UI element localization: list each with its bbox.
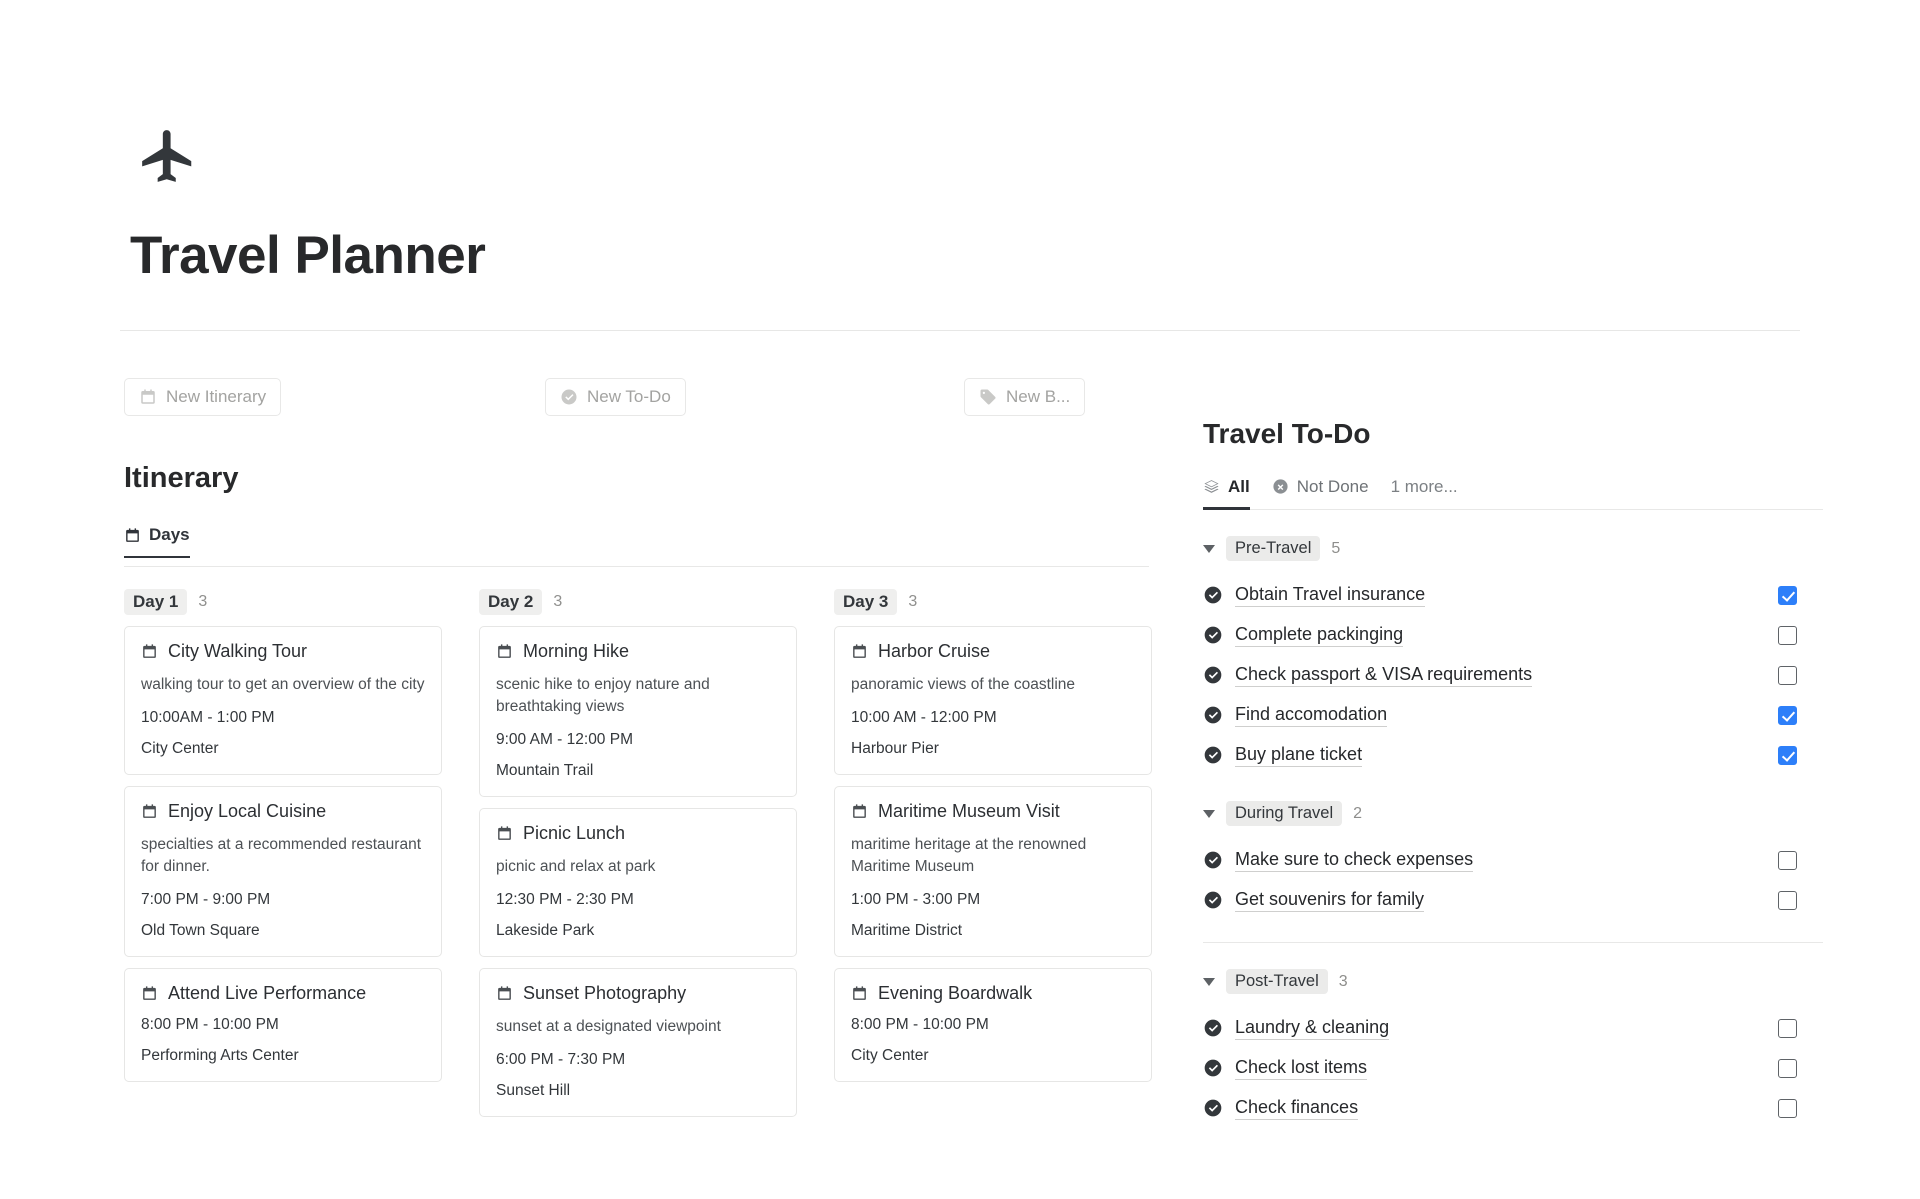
card-title: Harbor Cruise	[878, 641, 991, 661]
calendar-icon	[496, 825, 513, 842]
card-time: 10:00AM - 1:00 PM	[141, 709, 275, 726]
todo-checkbox[interactable]	[1778, 1059, 1797, 1078]
new-budget-label: New B...	[1006, 387, 1071, 406]
todo-group	[1203, 969, 1823, 1128]
card-title-row	[141, 983, 425, 1004]
chevron-down-icon[interactable]	[1203, 810, 1215, 818]
todo-title: Travel To-Do	[1203, 418, 1371, 449]
chevron-down-icon[interactable]	[1203, 545, 1215, 553]
itinerary-card[interactable]	[834, 786, 1152, 957]
check-circle-icon	[1203, 890, 1223, 910]
card-time: 6:00 PM - 7:30 PM	[496, 1051, 626, 1068]
todo-group-count: 2	[1353, 804, 1363, 822]
card-description: picnic and relax at park	[496, 858, 656, 875]
day-name[interactable]: Day 3	[834, 589, 897, 615]
todo-item[interactable]	[1203, 735, 1823, 775]
airplane-icon	[130, 125, 206, 187]
day-column	[479, 589, 834, 1128]
card-location: Mountain Trail	[496, 762, 594, 779]
card-title-row	[851, 801, 1135, 822]
todo-item-label: Get souvenirs for family	[1235, 889, 1424, 912]
card-title-row	[141, 801, 425, 822]
todo-item-label: Complete packinging	[1235, 624, 1403, 647]
card-time: 1:00 PM - 3:00 PM	[851, 891, 981, 908]
check-circle-icon	[1203, 625, 1223, 645]
day-column	[834, 589, 1189, 1128]
todo-checkbox[interactable]	[1778, 666, 1797, 685]
todo-item[interactable]	[1203, 840, 1823, 880]
card-location: City Center	[141, 740, 219, 757]
action-button-row	[124, 378, 1124, 418]
todo-item[interactable]	[1203, 880, 1823, 920]
todo-group-count: 5	[1331, 539, 1341, 557]
todo-checkbox[interactable]	[1778, 706, 1797, 725]
itinerary-card[interactable]	[479, 626, 797, 797]
card-time: 12:30 PM - 2:30 PM	[496, 891, 634, 908]
card-location: Maritime District	[851, 922, 963, 939]
new-todo-label: New To-Do	[587, 387, 671, 406]
new-budget-button[interactable]	[964, 378, 1085, 416]
layers-icon	[1203, 478, 1220, 495]
calendar-icon	[139, 388, 157, 406]
card-time: 8:00 PM - 10:00 PM	[141, 1016, 279, 1033]
itinerary-card[interactable]	[124, 968, 442, 1082]
todo-item-label: Check lost items	[1235, 1057, 1367, 1080]
calendar-icon	[851, 643, 868, 660]
calendar-icon	[851, 985, 868, 1002]
todo-item[interactable]	[1203, 695, 1823, 735]
card-time: 8:00 PM - 10:00 PM	[851, 1016, 989, 1033]
card-title: Morning Hike	[523, 641, 630, 661]
todo-group-divider	[1203, 942, 1823, 943]
todo-item-label: Buy plane ticket	[1235, 744, 1362, 767]
calendar-icon	[141, 985, 158, 1002]
page-header	[0, 0, 1920, 286]
card-title: Evening Boardwalk	[878, 983, 1033, 1003]
itinerary-section	[124, 462, 1149, 1128]
page-title: Travel Planner	[130, 226, 486, 285]
x-circle-icon	[1272, 478, 1289, 495]
filter-not-done[interactable]	[1272, 477, 1369, 497]
card-title-row	[851, 641, 1135, 662]
todo-item-label: Laundry & cleaning	[1235, 1017, 1389, 1040]
itinerary-card[interactable]	[124, 786, 442, 957]
itinerary-tabs	[124, 525, 1149, 567]
itinerary-title: Itinerary	[124, 462, 239, 494]
header-divider	[120, 330, 1800, 331]
card-title: Maritime Museum Visit	[878, 801, 1060, 821]
todo-group-header[interactable]	[1203, 801, 1823, 826]
itinerary-card[interactable]	[834, 968, 1152, 1082]
card-title-row	[851, 983, 1135, 1004]
card-time: 9:00 AM - 12:00 PM	[496, 731, 633, 748]
calendar-icon	[851, 803, 868, 820]
tab-days[interactable]	[124, 525, 190, 558]
day-header	[479, 589, 797, 615]
check-circle-icon	[1203, 1058, 1223, 1078]
card-title: City Walking Tour	[168, 641, 308, 661]
todo-checkbox[interactable]	[1778, 586, 1797, 605]
card-title: Sunset Photography	[523, 983, 687, 1003]
filter-all-label: All	[1228, 476, 1250, 496]
tag-icon	[979, 388, 997, 406]
card-title: Attend Live Performance	[168, 983, 367, 1003]
card-title-row	[141, 641, 425, 662]
card-location: Old Town Square	[141, 922, 260, 939]
check-circle-icon	[1203, 1018, 1223, 1038]
todo-group-name: Post-Travel	[1226, 969, 1328, 994]
itinerary-card[interactable]	[479, 808, 797, 957]
todo-group	[1203, 801, 1823, 943]
todo-checkbox[interactable]	[1778, 1099, 1797, 1118]
day-count: 3	[553, 593, 563, 610]
todo-item-label: Find accomodation	[1235, 704, 1387, 727]
todo-group-name: During Travel	[1226, 801, 1342, 826]
check-circle-icon	[1203, 665, 1223, 685]
new-itinerary-label: New Itinerary	[166, 387, 267, 406]
day-header	[834, 589, 1152, 615]
filter-all[interactable]	[1203, 477, 1250, 497]
new-itinerary-button[interactable]	[124, 378, 281, 416]
todo-item[interactable]	[1203, 1088, 1823, 1128]
todo-checkbox[interactable]	[1778, 626, 1797, 645]
itinerary-card[interactable]	[834, 626, 1152, 775]
card-location: City Center	[851, 1047, 929, 1064]
calendar-icon	[496, 985, 513, 1002]
filter-more-link[interactable]: 1 more...	[1390, 476, 1458, 496]
todo-item-label: Check finances	[1235, 1097, 1358, 1120]
todo-item[interactable]	[1203, 615, 1823, 655]
card-location: Lakeside Park	[496, 922, 595, 939]
card-title: Picnic Lunch	[523, 823, 626, 843]
tab-days-label: Days	[149, 525, 190, 544]
day-name[interactable]: Day 2	[479, 589, 542, 615]
todo-item[interactable]	[1203, 655, 1823, 695]
card-time: 7:00 PM - 9:00 PM	[141, 891, 271, 908]
calendar-icon	[124, 527, 141, 544]
day-count: 3	[908, 593, 918, 610]
todo-group-header[interactable]	[1203, 536, 1823, 561]
todo-item[interactable]	[1203, 575, 1823, 615]
day-name[interactable]: Day 1	[124, 589, 187, 615]
todo-checkbox[interactable]	[1778, 851, 1797, 870]
todo-item[interactable]	[1203, 1008, 1823, 1048]
check-circle-icon	[1203, 850, 1223, 870]
card-location: Harbour Pier	[851, 740, 939, 757]
todo-group	[1203, 536, 1823, 775]
day-columns	[124, 589, 1149, 1128]
check-circle-icon	[1203, 1098, 1223, 1118]
todo-checkbox[interactable]	[1778, 746, 1797, 765]
day-count: 3	[198, 593, 208, 610]
calendar-icon	[141, 803, 158, 820]
card-description: walking tour to get an overview of the city	[141, 676, 425, 693]
todo-filter-row	[1203, 476, 1823, 510]
card-description: panoramic views of the coastline	[851, 676, 1076, 693]
day-column	[124, 589, 479, 1128]
itinerary-card[interactable]	[479, 968, 797, 1117]
travel-todo-section	[1203, 418, 1823, 1128]
filter-not-done-label: Not Done	[1296, 476, 1369, 496]
card-title-row	[496, 983, 780, 1004]
todo-item-label: Obtain Travel insurance	[1235, 584, 1425, 607]
card-description: sunset at a designated viewpoint	[496, 1018, 721, 1035]
card-location: Performing Arts Center	[141, 1047, 299, 1064]
todo-group-name: Pre-Travel	[1226, 536, 1320, 561]
new-todo-button[interactable]	[545, 378, 686, 416]
card-title: Enjoy Local Cuisine	[168, 801, 327, 821]
check-circle-icon	[1203, 745, 1223, 765]
card-description: scenic hike to enjoy nature and breathtaking views	[496, 676, 710, 715]
calendar-icon	[496, 643, 513, 660]
card-title-row	[496, 823, 780, 844]
card-description: specialties at a recommended restaurant for dinner.	[141, 836, 422, 875]
check-circle-icon	[560, 388, 578, 406]
check-circle-icon	[1203, 705, 1223, 725]
card-description: maritime heritage at the renowned Maritime Museum	[851, 836, 1087, 875]
calendar-icon	[141, 643, 158, 660]
todo-group-header[interactable]	[1203, 969, 1823, 994]
chevron-down-icon[interactable]	[1203, 978, 1215, 986]
day-header	[124, 589, 442, 615]
todo-group-count: 3	[1338, 972, 1348, 990]
card-time: 10:00 AM - 12:00 PM	[851, 709, 997, 726]
card-location: Sunset Hill	[496, 1082, 571, 1099]
todo-item-label: Check passport & VISA requirements	[1235, 664, 1532, 687]
check-circle-icon	[1203, 585, 1223, 605]
todo-item-label: Make sure to check expenses	[1235, 849, 1473, 872]
todo-checkbox[interactable]	[1778, 891, 1797, 910]
card-title-row	[496, 641, 780, 662]
itinerary-card[interactable]	[124, 626, 442, 775]
todo-item[interactable]	[1203, 1048, 1823, 1088]
todo-checkbox[interactable]	[1778, 1019, 1797, 1038]
